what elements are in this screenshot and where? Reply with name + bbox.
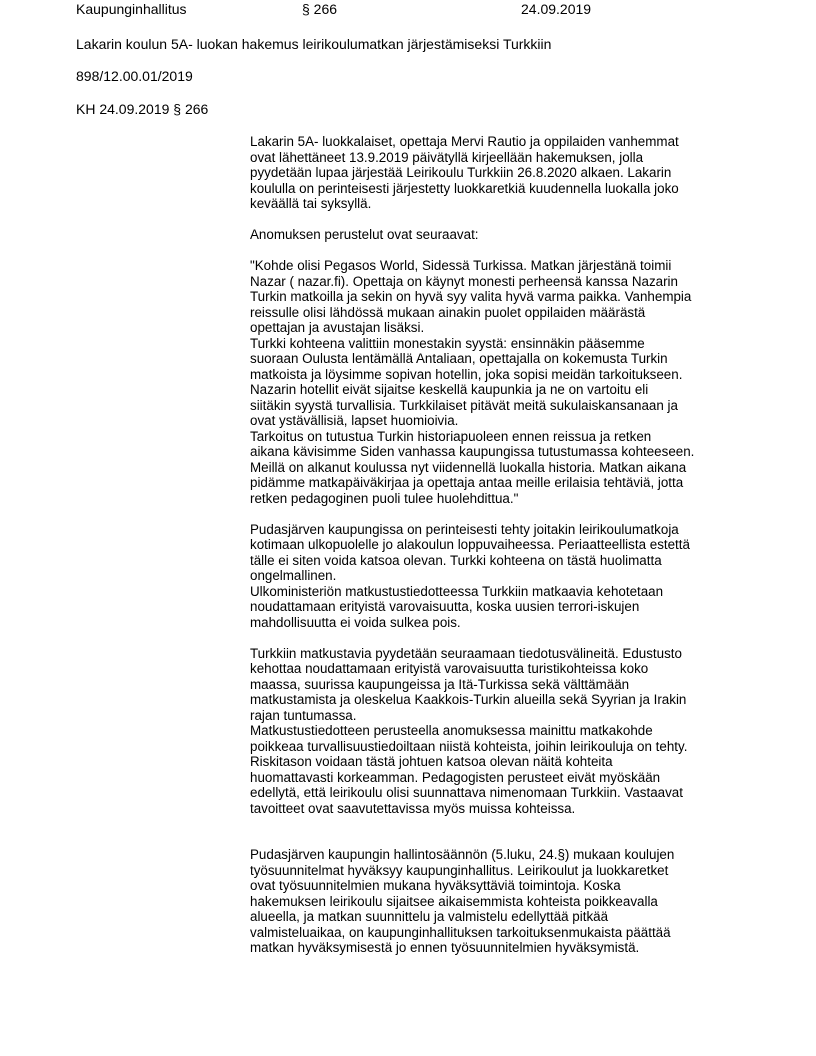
text-line: Pudasjärven kaupungissa on perinteisesti tehty joitakin leirikoulumatkoja xyxy=(250,521,679,537)
text-line: "Kohde olisi Pegasos World, Sidessä Turkissa. Matkan järjestänä toimii xyxy=(250,258,672,273)
text-line: Ulkoministeriön matkustustiedotteessa Turkkiin matkaavia kehotetaan xyxy=(250,583,664,599)
text-line: kotimaan ulkopuolelle jo alakoulun loppuvaiheessa. Periaatteellista estettä xyxy=(250,537,690,552)
text-line: Turkkiin matkustavia pyydetään seuraamaan tiedotusvälineitä. Edustusto xyxy=(250,645,682,661)
text-line: matkan hyväksymisestä jo ennen työsuunnitelmien hyväksymistä. xyxy=(250,940,640,955)
text-line: hakemuksen leirikoulu sijaitsee aikaisemmista kohteista poikkeavalla xyxy=(250,893,658,909)
text-line: tälle ei siten voida katsoa olevan. Turkki kohteena on tästä huolimatta xyxy=(250,552,662,568)
text-line: Tarkoitus on tutustua Turkin historiapuoleen ennen reissua ja retken xyxy=(250,428,652,444)
paragraph-application xyxy=(250,134,750,212)
text-line: Anomuksen perustelut ovat seuraavat: xyxy=(250,227,479,242)
text-line: ovat lähettäneet 13.9.2019 päivätyllä kirjeellään hakemuksen, jolla xyxy=(250,149,644,165)
text-line: noudattamaan erityistä varovaisuutta, koska uusien terrori-iskujen xyxy=(250,599,640,614)
document-reference: KH 24.09.2019 § 266 xyxy=(76,101,209,117)
text-line: tavoitteet ovat saavutettavissa myös muissa kohteissa. xyxy=(250,800,576,816)
text-line: rajan tuntumassa. xyxy=(250,707,357,723)
header-date: 24.09.2019 xyxy=(521,1,592,17)
text-line: opettajan ja avustajan lisäksi. xyxy=(250,320,425,335)
text-line: Turkki kohteena valittiin monestakin syystä: ensinnäkin pääsemme xyxy=(250,335,645,351)
text-line: huomattavasti korkeamman. Pedagogisten perusteet eivät myöskään xyxy=(250,769,661,785)
paragraph-travel-advisory xyxy=(250,646,750,817)
text-line: siitäkin syystä turvallisia. Turkkilaiset pitävät meitä sukulaiskansanaan ja xyxy=(250,397,678,413)
text-line: pyydetään lupaa järjestää Leirikoulu Turkkiin 26.8.2020 alkaen. Lakarin xyxy=(250,165,672,180)
text-line: ovat työsuunnitelmien mukana hyväksyttäviä toimintoja. Koska xyxy=(250,878,621,893)
text-line: retken pedagoginen puoli tulee huolehdittua." xyxy=(250,490,519,506)
text-line: reissulle olisi lähdössä mukaan ainakin puolet oppilaiden määrästä xyxy=(250,304,646,320)
text-line: kehottaa noudattamaan erityistä varovaisuutta turistikohteissa koko xyxy=(250,661,649,676)
text-line: pidämme matkapäiväkirjaa ja opettaja antaa meille erilaisia tehtäviä, jotta xyxy=(250,475,684,490)
text-line: ongelmallinen. xyxy=(250,568,337,583)
text-line: ovat ystävällisiä, lapset huomioivia. xyxy=(250,413,459,428)
text-line: Meillä on alkanut koulussa nyt viidennellä luokalla historia. Matkan aikana xyxy=(250,459,687,475)
text-line: Matkustustiedotteen perusteella anomuksessa mainittu matkakohde xyxy=(250,723,653,738)
text-line: mahdollisuutta ei voida sulkea pois. xyxy=(250,614,461,630)
header-section: § 266 xyxy=(302,1,338,17)
body-text xyxy=(250,134,750,971)
text-line: Nazarin hotellit eivät sijaitse keskellä kaupunkia ja ne on vartoitu eli xyxy=(250,382,649,397)
text-line: matkustamista ja oleskelua Kaakkois-Turkin alueilla sekä Syyrian ja Irakin xyxy=(250,692,687,707)
document-title: Lakarin koulun 5A- luokan hakemus leirikoulumatkan järjestämiseksi Turkkiin xyxy=(76,36,552,52)
text-line: Turkin matkoilla ja sekin on hyvä syy valita hyvä varma paikka. Vanhempia xyxy=(250,289,692,304)
paragraph-quoted-grounds xyxy=(250,258,750,506)
text-line: Pudasjärven kaupungin hallintosäännön (5.luku, 24.§) mukaan koulujen xyxy=(250,847,675,862)
text-line: valmisteluaikaa, on kaupunginhallituksen tarkoituksenmukaista päättää xyxy=(250,924,671,940)
paragraph-assessment xyxy=(250,522,750,631)
paragraph-administrative-rule xyxy=(250,847,750,956)
paragraph-grounds-intro xyxy=(250,227,750,243)
text-line: alueella, ja matkan suunnittelu ja valmistelu edellyttää pitkää xyxy=(250,909,609,924)
text-line: suoraan Oulusta lentämällä Antaliaan, opettajalla on kokemusta Turkin xyxy=(250,351,668,366)
text-line: Lakarin 5A- luokkalaiset, opettaja Mervi Rautio ja oppilaiden vanhemmat xyxy=(250,134,679,149)
text-line: edellytä, että leirikoulu olisi suunnattava nimenomaan Turkkiin. Vastaavat xyxy=(250,785,683,800)
document-number: 898/12.00.01/2019 xyxy=(76,68,193,84)
header-organ: Kaupunginhallitus xyxy=(76,1,187,17)
text-line: matkoista ja löysimme sopivan hotellin, joka sopisi meidän tarkoitukseen. xyxy=(250,366,683,382)
text-line: Riskitason voidaan tästä johtuen katsoa olevan näitä kohteita xyxy=(250,754,613,769)
text-line: Nazar ( nazar.fi). Opettaja on käynyt monesti perheensä kanssa Nazarin xyxy=(250,273,678,289)
text-line: työsuunnitelmat hyväksyy kaupunginhallitus. Leirikoulut ja luokkaretket xyxy=(250,862,669,878)
text-line: maassa, suurissa kaupungeissa ja Itä-Turkissa sekä välttämään xyxy=(250,676,630,692)
text-line: poikkeaa turvallisuustiedoiltaan niistä kohteista, joihin leirikouluja on tehty. xyxy=(250,738,688,754)
text-line: aikana kävisimme Siden vanhassa kaupungissa tutustumassa kohteeseen. xyxy=(250,444,695,459)
text-line: keväällä tai syksyllä. xyxy=(250,196,372,211)
text-line: koululla on perinteisesti järjestetty luokkaretkiä kuudennella luokalla joko xyxy=(250,180,679,196)
